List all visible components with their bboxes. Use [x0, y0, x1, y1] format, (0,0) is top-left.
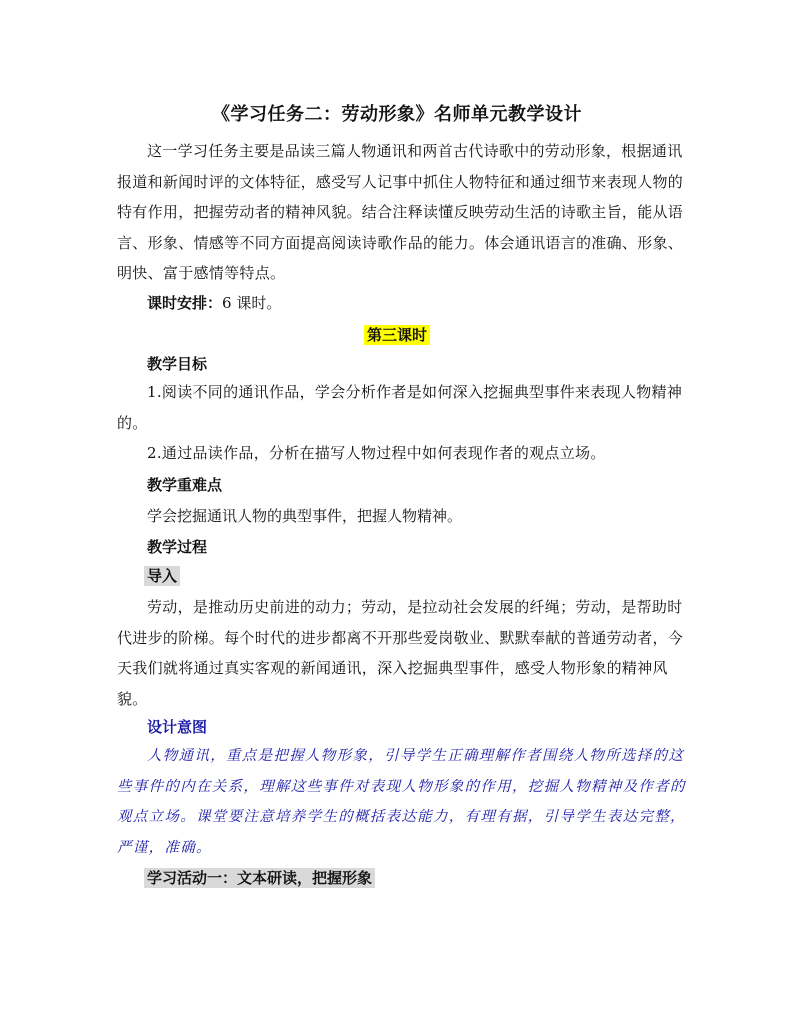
difficulty-text: 学会挖掘通讯人物的典型事件，把握人物精神。 — [147, 507, 463, 525]
schedule-value: 6 课时。 — [222, 294, 282, 312]
activity-heading: 学习活动一：文本研读，把握形象 — [144, 868, 375, 888]
activity-heading-row — [144, 867, 375, 888]
goals-heading: 教学目标 — [147, 355, 208, 373]
intro-section-heading: 导入 — [144, 566, 180, 586]
process-heading: 教学过程 — [147, 538, 208, 556]
goal-item-2: 2.通过品读作品，分析在描写人物过程中如何表现作者的观点立场。 — [147, 444, 606, 462]
lesson-heading-row — [0, 324, 794, 345]
goal-item-1: 1.阅读不同的通讯作品，学会分析作者是如何深入挖掘典型事件来表现人物精神的。 — [117, 383, 683, 432]
difficulty-heading: 教学重难点 — [147, 476, 223, 494]
lesson-heading: 第三课时 — [364, 325, 430, 345]
intro-section-heading-row — [144, 565, 180, 586]
intro-section-paragraph: 劳动，是推动历史前进的动力；劳动，是拉动社会发展的纤绳；劳动，是帮助时代进步的阶梯。每个时代的进步都离不开那些爱岗敬业、默默奉献的普通劳动者，今天我们就将通过真实客观的新闻通讯，深入挖掘典型事件，感受人物形象的精神风貌。 — [117, 598, 684, 708]
schedule-label: 课时安排： — [147, 294, 223, 312]
design-heading: 设计意图 — [147, 718, 208, 736]
intro-paragraph: 这一学习任务主要是品读三篇人物通讯和两首古代诗歌中的劳动形象，根据通讯报道和新闻时评的文体特征，感受写人记事中抓住人物特征和通过细节来表现人物的特有作用，把握劳动者的精神风貌。结合注释读懂反映劳动生活的诗歌主旨，能从语言、形象、情感等不同方面提高阅读诗歌作品的能力。体会通讯语言的准确、形象、明快、富于感情等特点。 — [117, 142, 684, 282]
schedule-line — [147, 292, 281, 313]
design-paragraph: 人物通讯，重点是把握人物形象，引导学生正确理解作者围绕人物所选择的这些事件的内在关系，理解这些事件对表现人物形象的作用，挖掘人物精神及作者的观点立场。课堂要注意培养学生的概括表达能力，有理有据，引导学生表达完整，严谨，准确。 — [117, 748, 686, 856]
document-title: 《学习任务二：劳动形象》名师单元教学设计 — [212, 104, 582, 125]
